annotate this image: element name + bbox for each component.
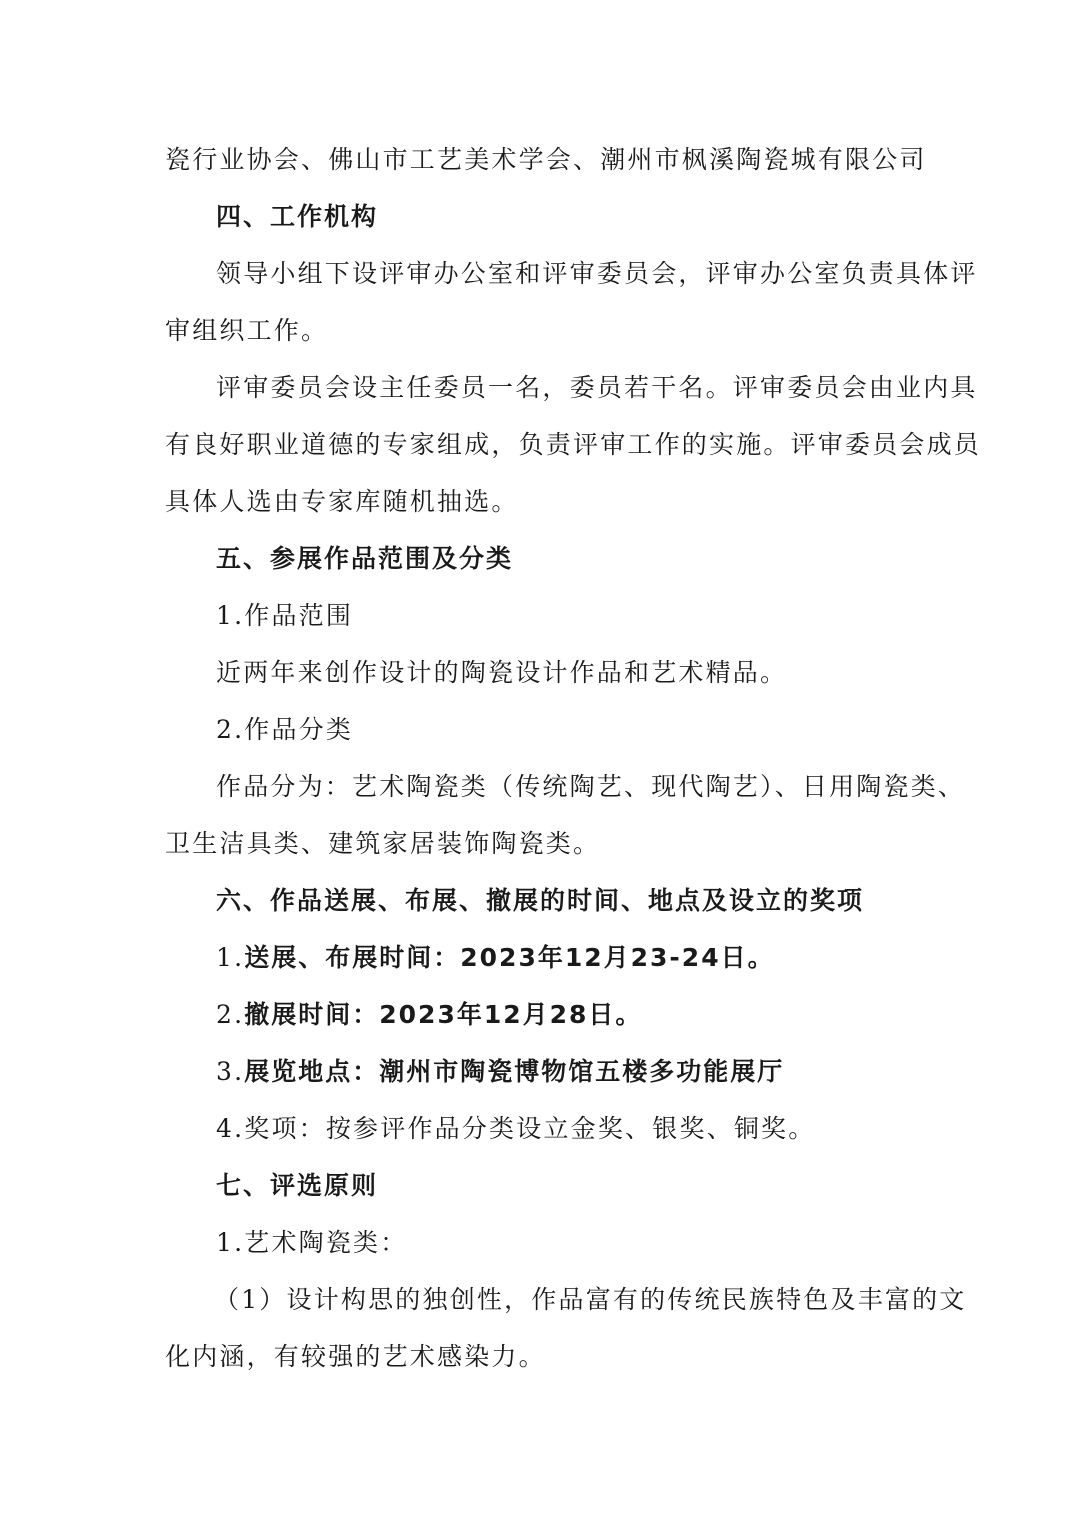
paragraph-line: 具体人选由专家库随机抽选。 [165,487,519,516]
paragraph-line: 领导小组下设评审办公室和评审委员会，评审办公室负责具体评 [216,259,978,288]
list-item-text: 送展、布展时间：2023年12月23-24日。 [244,943,775,972]
paragraph-line: 卫生洁具类、建筑家居装饰陶瓷类。 [165,829,601,858]
list-number: 3. [216,1057,245,1086]
paragraph-line: （1）设计构思的独创性，作品富有的传统民族特色及丰富的文 [214,1285,967,1314]
list-number: 2. [216,1000,245,1029]
list-item-text: 展览地点：潮州市陶瓷博物馆五楼多功能展厅 [244,1057,785,1086]
section-heading-4: 四、工作机构 [216,202,379,231]
list-item [216,938,775,978]
paragraph-line: 有良好职业道德的专家组成，负责评审工作的实施。评审委员会成员 [165,430,982,459]
section-heading-7: 七、评选原则 [216,1171,379,1200]
list-item: 4.奖项：按参评作品分类设立金奖、银奖、铜奖。 [216,1114,816,1143]
subheading: 2.作品分类 [216,715,354,744]
list-item [216,995,642,1035]
paragraph-line: 评审委员会设主任委员一名，委员若干名。评审委员会由业内具 [216,373,978,402]
section-heading-5: 五、参展作品范围及分类 [216,544,514,573]
list-number: 1. [216,943,245,972]
subheading: 1.作品范围 [216,601,354,630]
list-item [216,1052,784,1092]
paragraph-line: 瓷行业协会、佛山市工艺美术学会、潮州市枫溪陶瓷城有限公司 [165,145,927,174]
paragraph-line: 审组织工作。 [165,316,329,345]
subheading: 1.艺术陶瓷类： [216,1228,408,1257]
section-heading-6: 六、作品送展、布展、撤展的时间、地点及设立的奖项 [216,886,865,915]
paragraph-line: 化内涵，有较强的艺术感染力。 [165,1342,546,1371]
paragraph-line: 近两年来创作设计的陶瓷设计作品和艺术精品。 [216,658,788,687]
paragraph-line: 作品分为：艺术陶瓷类（传统陶艺、现代陶艺）、日用陶瓷类、 [216,772,966,801]
list-item-text: 撤展时间：2023年12月28日。 [244,1000,643,1029]
